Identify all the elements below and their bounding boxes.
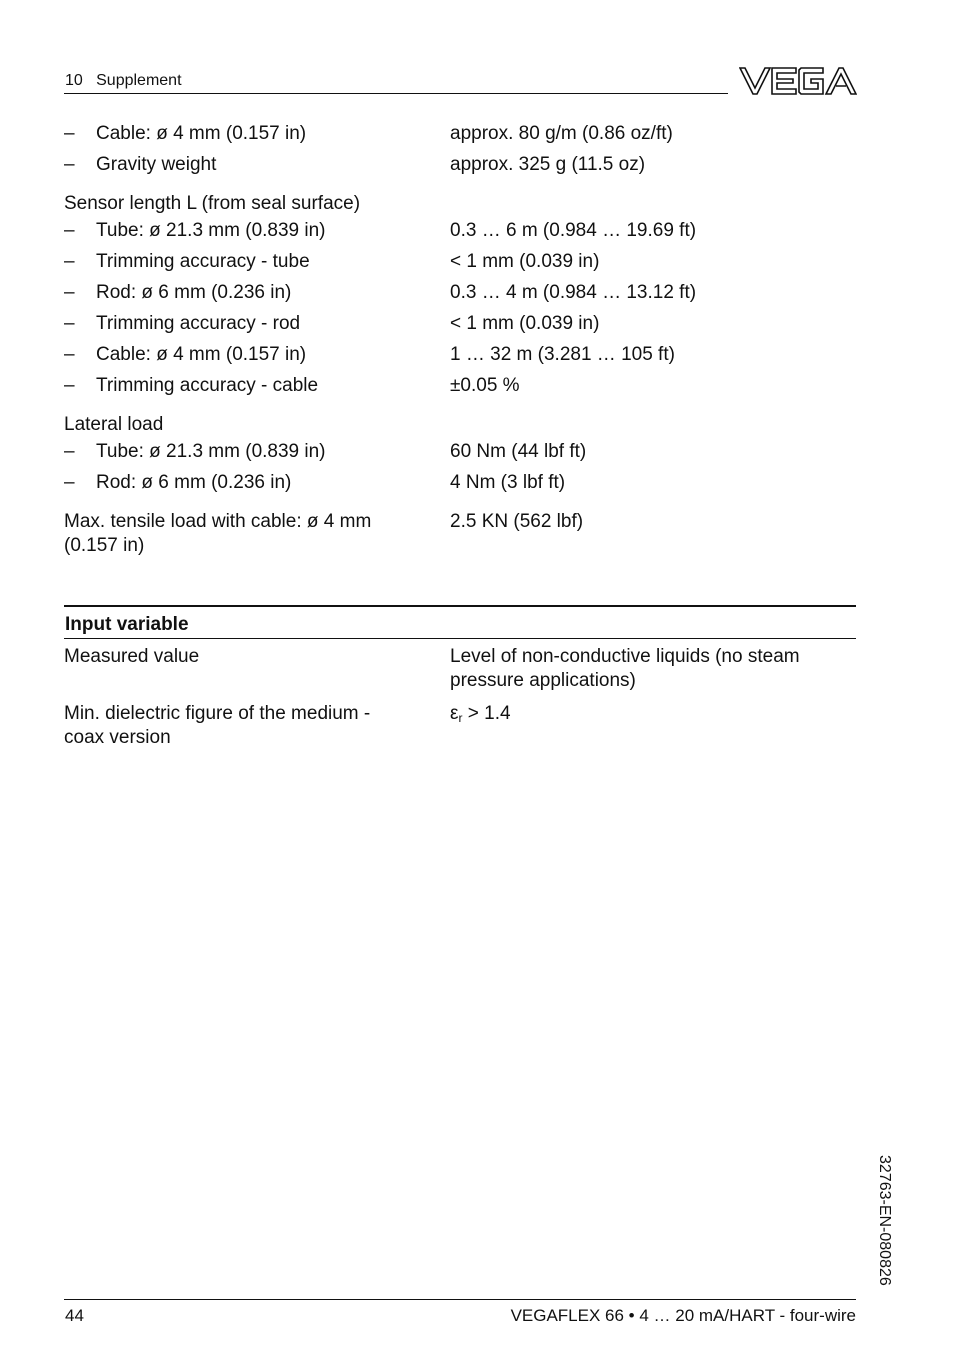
- spec-label: Trimming accuracy - cable: [96, 375, 319, 396]
- spec-label: Rod: ø 6 mm (0.236 in): [96, 282, 292, 303]
- spec-label: Trimming accuracy - tube: [96, 251, 310, 272]
- spec-value: approx. 80 g/m (0.86 oz/ft): [450, 123, 673, 144]
- spec-label: Tube: ø 21.3 mm (0.839 in): [96, 220, 326, 241]
- spec-label: Rod: ø 6 mm (0.236 in): [96, 472, 292, 493]
- spec-label: Cable: ø 4 mm (0.157 in): [96, 344, 307, 365]
- chapter-heading: 10 Supplement: [65, 72, 182, 89]
- document-code: 32763-EN-080826: [876, 1155, 893, 1286]
- spec-value: < 1 mm (0.039 in): [450, 313, 600, 334]
- spec-label: Measured value: [64, 646, 200, 667]
- spec-value: $\varepsilon_r > 1.4$: [450, 703, 511, 725]
- footer-product-name: VEGAFLEX 66 • 4 … 20 mA/HART - four-wire: [510, 1306, 856, 1325]
- spec-value: < 1 mm (0.039 in): [450, 251, 600, 272]
- spec-value: 1 … 32 m (3.281 … 105 ft): [450, 344, 675, 365]
- spec-label: Cable: ø 4 mm (0.157 in): [96, 123, 307, 144]
- list-dash: –: [64, 313, 75, 334]
- spec-label: Trimming accuracy - rod: [96, 313, 301, 334]
- header-rule: [64, 93, 728, 94]
- list-dash: –: [64, 282, 75, 303]
- list-dash: –: [64, 375, 75, 396]
- spec-value: 0.3 … 4 m (0.984 … 13.12 ft): [450, 282, 697, 303]
- list-dash: –: [64, 154, 75, 175]
- section-top-rule: [64, 605, 856, 607]
- spec-label: Gravity weight: [96, 154, 217, 175]
- spec-value: 2.5 KN (562 lbf): [450, 511, 584, 532]
- vega-logo: [739, 66, 857, 96]
- list-dash: –: [64, 472, 75, 493]
- footer-rule: [64, 1299, 856, 1300]
- spec-value: 4 Nm (3 lbf ft): [450, 472, 566, 493]
- list-dash: –: [64, 441, 75, 462]
- spec-value: approx. 325 g (11.5 oz): [450, 154, 646, 175]
- list-dash: –: [64, 220, 75, 241]
- spec-value: Level of non-conductive liquids (no steam pressure applications): [450, 646, 800, 691]
- epsilon-symbol: ε: [450, 703, 459, 724]
- spec-label: Min. dielectric figure of the medium - coax version: [64, 703, 371, 748]
- spec-value: ±0.05 %: [450, 375, 520, 396]
- spec-label: Max. tensile load with cable: ø 4 mm (0.157 in): [64, 511, 372, 556]
- section-title: Input variable: [65, 614, 189, 635]
- spec-value: 0.3 … 6 m (0.984 … 19.69 ft): [450, 220, 697, 241]
- list-dash: –: [64, 344, 75, 365]
- list-dash: –: [64, 123, 75, 144]
- spec-value: 60 Nm (44 lbf ft): [450, 441, 587, 462]
- epsilon-subscript: r: [458, 711, 463, 725]
- section-bottom-rule: [64, 638, 856, 639]
- spec-label: Tube: ø 21.3 mm (0.839 in): [96, 441, 326, 462]
- list-dash: –: [64, 251, 75, 272]
- page-number: 44: [65, 1306, 84, 1325]
